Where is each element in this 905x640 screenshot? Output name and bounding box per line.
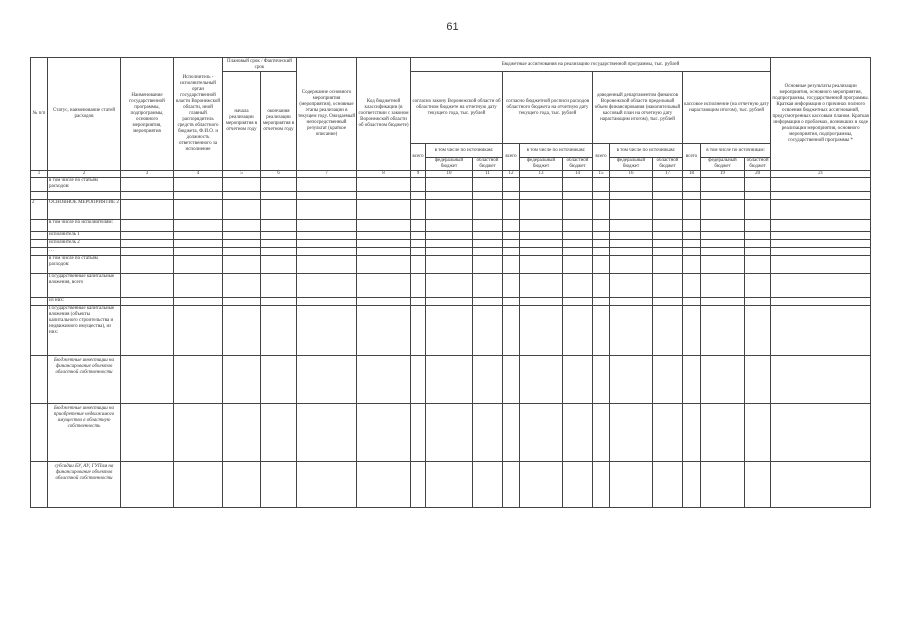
header-period: Плановый срок / Фактический срок <box>223 58 297 72</box>
col-number: 10 <box>426 171 473 178</box>
col-number: 1 <box>31 171 48 178</box>
row-number: 2 <box>31 200 48 220</box>
col-number: 11 <box>473 171 503 178</box>
table-row <box>31 220 871 232</box>
col-number: 4 <box>174 171 223 178</box>
header-regional-list: областной бюджет <box>563 158 593 171</box>
header-content: Содержание основного мероприятия (мероприятия), основные этапы реализации в текущем году. Ожидаемый непосредственный результат (краткое описание) <box>297 58 357 171</box>
header-results: Основные результаты реализации мероприятия, основного мероприятия, подпрограммы, государственной программы. Краткая информация о причинах полного освоения бюджетных ассигнований, предусмотренных кассовым планом. Краткая информация о проблемах, возникших в ходе реализации мероприятия, основного мероприятия, подпрограммы, государственной программы * <box>771 58 871 171</box>
table-row <box>31 306 871 356</box>
header-budget-code: Код бюджетной классификации (в соответствии с законом Воронежской области об областном бюджете) <box>357 58 411 171</box>
header-federal-finance: федеральный бюджет <box>610 158 653 171</box>
header-start: начала реализации мероприятия в отчетном году <box>223 72 261 171</box>
col-number: 6 <box>261 171 297 178</box>
row-label: Бюджетные инвестиции на финансирование объектов областной собственности <box>48 356 121 404</box>
header-budget-allocations: Бюджетные ассигнования на реализацию государственной программы, тыс. рублей <box>411 58 771 72</box>
budget-report-table <box>30 57 871 508</box>
header-federal-law: федеральный бюджет <box>426 158 473 171</box>
header-sources-cash: в том числе по источникам: <box>701 144 771 158</box>
header-budget-list: согласно бюджетной росписи расходов областного бюджета на отчетную дату текущего года, тыс. рублей <box>503 72 593 144</box>
header-regional-cash: областной бюджет <box>745 158 771 171</box>
header-end: окончания реализации мероприятия в отчетном году <box>261 72 297 171</box>
row-label: в том числе по статьям расходов: <box>48 178 121 192</box>
table-row <box>31 356 871 404</box>
col-number: 12 <box>503 171 520 178</box>
table-row <box>31 240 871 248</box>
row-label: субсидии БУ, АУ, ГУПам на финансирование объектов областной собственности <box>48 462 121 508</box>
header-federal-list: федеральный бюджет <box>520 158 563 171</box>
column-number-row <box>31 171 871 178</box>
col-number: 15 <box>593 171 610 178</box>
header-sources-finance: в том числе по источникам: <box>610 144 683 158</box>
col-number: 18 <box>683 171 701 178</box>
table-row <box>31 178 871 192</box>
row-label: Бюджетные инвестиции на приобретение недвижимого имущества в областную собственность <box>48 404 121 462</box>
header-total-law: всего <box>411 144 426 171</box>
row-label: исполнитель 2 <box>48 240 121 248</box>
table-row <box>31 248 871 256</box>
header-sources-list: в том числе по источникам: <box>520 144 593 158</box>
table-row <box>31 256 871 274</box>
table-row <box>31 462 871 508</box>
col-number: 17 <box>653 171 683 178</box>
header-financing: доведенный департаментом финансов Воронежской области предельный объем финансирования (накопительный кассовый план на отчетную дату нарастающим итогом), тыс. рублей <box>593 72 683 144</box>
header-total-cash: всего <box>683 144 701 171</box>
page-number: 61 <box>446 21 459 33</box>
header-federal-cash: федеральный бюджет <box>701 158 745 171</box>
col-number: 14 <box>563 171 593 178</box>
row-label: из них: <box>48 298 121 306</box>
col-number: 20 <box>745 171 771 178</box>
header-total-list: всего <box>503 144 520 171</box>
col-number: 21 <box>771 171 871 178</box>
row-label: в том числе по статьям расходов: <box>48 256 121 274</box>
header-cash: кассовое исполнение (на отчетную дату нарастающим итогом), тыс. рублей <box>683 72 771 144</box>
header-total-finance: всего <box>593 144 610 171</box>
row-label: исполнитель 1 <box>48 232 121 240</box>
row-label: Государственные капитальные вложения (объекты капитального строительства и недвижимого имущества), из них: <box>48 306 121 356</box>
table-row <box>31 274 871 298</box>
header-executor: Исполнитель - исполнительный орган государственной власти Воронежской области, иной главный распорядитель средств областного бюджета, Ф.И.О. и должность ответственного за исполнение <box>174 58 223 171</box>
col-number: 9 <box>411 171 426 178</box>
col-number: 3 <box>121 171 174 178</box>
header-regional-finance: областной бюджет <box>653 158 683 171</box>
col-number: 16 <box>610 171 653 178</box>
header-status: Статус, наименование статей расходов <box>48 58 121 171</box>
row-label: Государственные капитальные вложения, всего <box>48 274 121 298</box>
col-number: 13 <box>520 171 563 178</box>
row-label: в том числе по исполнителям: <box>48 220 121 232</box>
col-number: 5 <box>223 171 261 178</box>
col-number: 19 <box>701 171 745 178</box>
header-regional-law: областной бюджет <box>473 158 503 171</box>
table-row <box>31 298 871 306</box>
col-number: 8 <box>357 171 411 178</box>
header-name: Наименование государственной программы, подпрограммы, основного мероприятия, мероприятия <box>121 58 174 171</box>
table-row <box>31 200 871 220</box>
table-row <box>31 232 871 240</box>
table-row <box>31 404 871 462</box>
row-number <box>31 178 48 192</box>
col-number: 2 <box>48 171 121 178</box>
header-sources-law: в том числе по источникам: <box>426 144 503 158</box>
row-label: ОСНОВНОЕ МЕРОПРИЯТИЕ 2 <box>48 200 121 220</box>
header-number: № п/п <box>31 58 48 171</box>
row-label: … <box>48 248 121 256</box>
col-number: 7 <box>297 171 357 178</box>
header-law: согласно закону Воронежской области об областном бюджете на отчетную дату текущего года, тыс. рублей <box>411 72 503 144</box>
